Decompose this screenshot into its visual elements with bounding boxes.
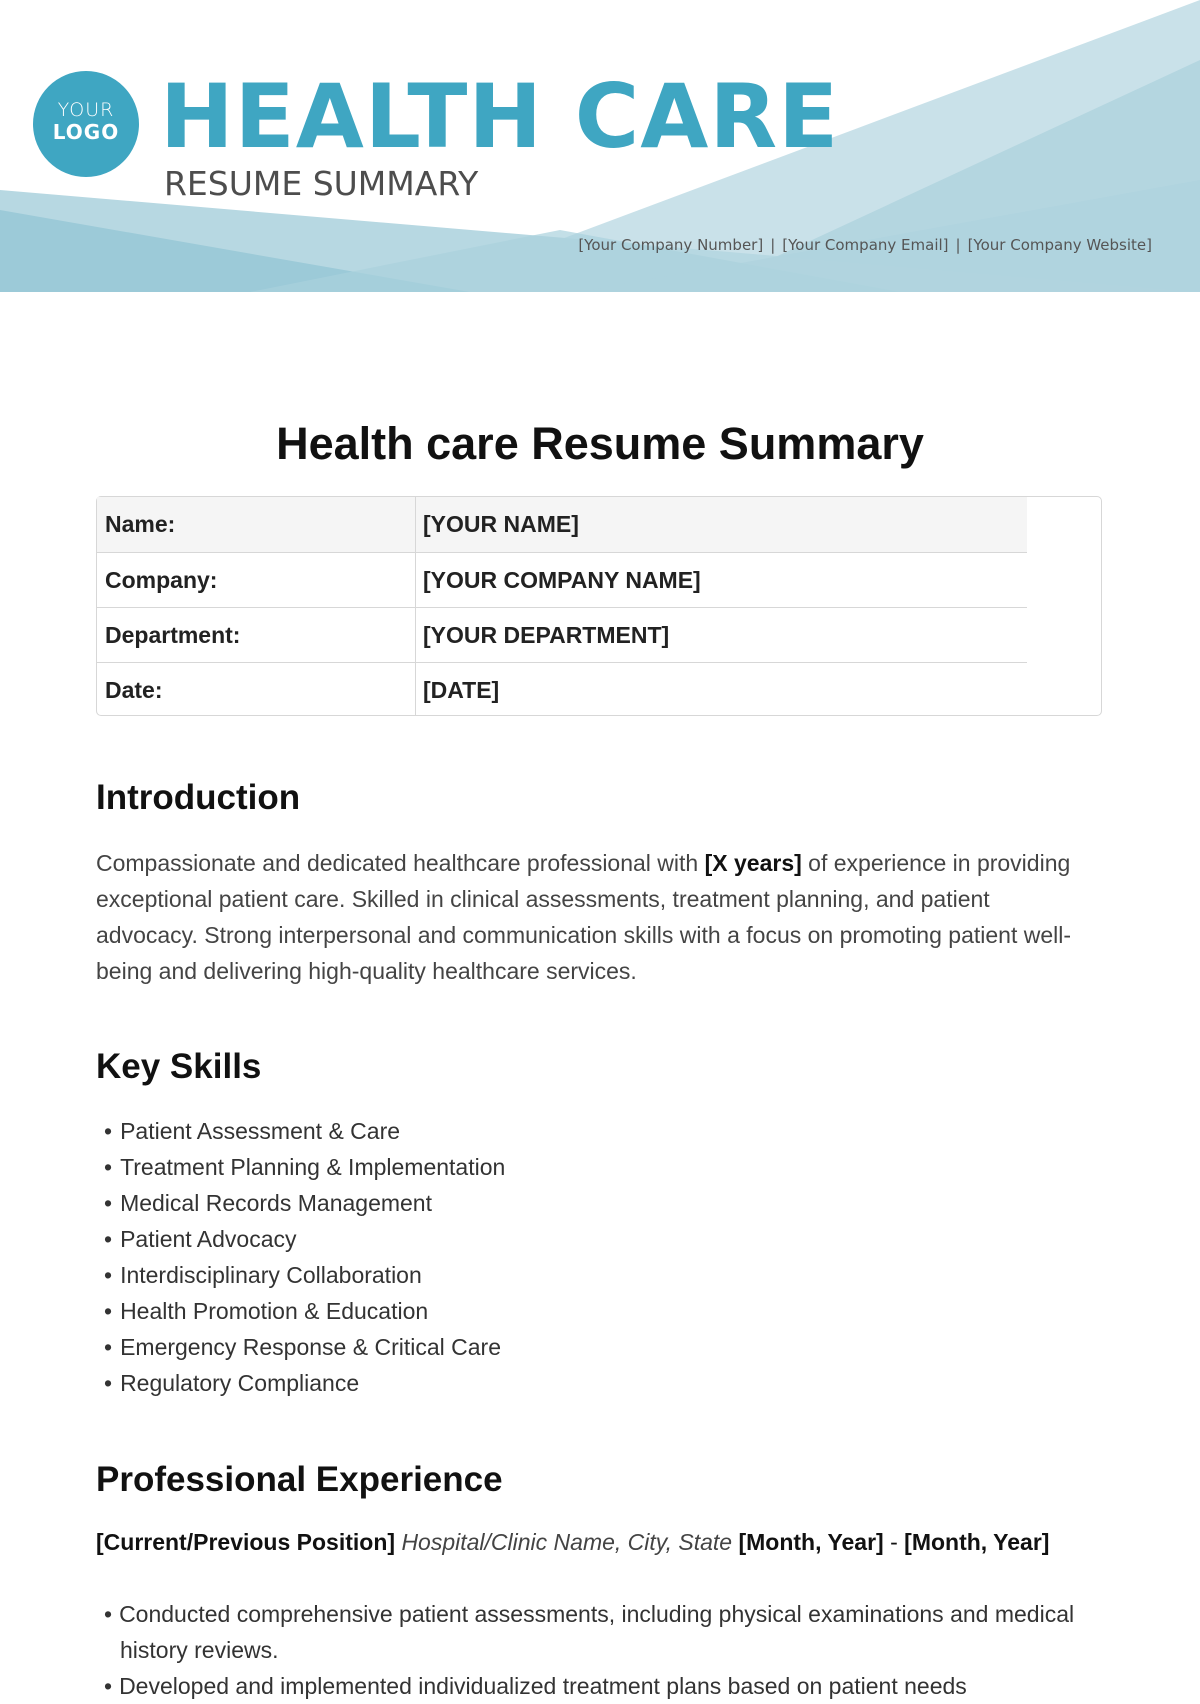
start-date: [Month, Year] xyxy=(738,1529,884,1555)
brand-subtitle: RESUME SUMMARY xyxy=(164,164,479,203)
list-item: • Treatment Planning & Implementation xyxy=(104,1149,505,1185)
position-line xyxy=(96,1524,1096,1560)
company-label: Company: xyxy=(105,567,218,593)
table-row xyxy=(97,497,1027,552)
intro-text-end: of experience in providing exceptional patient care. Skilled in clinical assessments, treatment planning, and patient advocacy. Strong interpersonal and communication skills with a focus on promoting patient well-being and delivering high-quality healthcare services. xyxy=(96,850,1072,984)
table-row xyxy=(97,552,1027,608)
list-item: • Medical Records Management xyxy=(104,1185,505,1221)
date-value: [DATE] xyxy=(423,677,500,703)
document-title: Health care Resume Summary xyxy=(276,418,924,469)
table-column-divider xyxy=(415,497,416,715)
list-item: • Developed and implemented individualized treatment plans based on patient needs xyxy=(104,1668,1084,1704)
date-label: Date: xyxy=(105,677,163,703)
professional-experience-heading: Professional Experience xyxy=(96,1460,503,1499)
position-title: [Current/Previous Position] xyxy=(96,1529,396,1555)
years-placeholder: [X years] xyxy=(704,850,802,876)
brand-title: HEALTH CARE xyxy=(160,65,840,168)
department-value: [YOUR DEPARTMENT] xyxy=(423,622,670,648)
list-item: • Emergency Response & Critical Care xyxy=(104,1329,505,1365)
contact-separator: | xyxy=(770,236,776,254)
info-table xyxy=(96,496,1102,716)
list-item: • Health Promotion & Education xyxy=(104,1293,505,1329)
experience-list xyxy=(104,1596,1084,1704)
date-dash: - xyxy=(883,1529,905,1555)
company-website: [Your Company Website] xyxy=(967,236,1152,254)
list-item: • Interdisciplinary Collaboration xyxy=(104,1257,505,1293)
header-banner xyxy=(0,0,1200,292)
list-item: • Regulatory Compliance xyxy=(104,1365,505,1401)
name-value: [YOUR NAME] xyxy=(423,511,579,537)
employer-location: Hospital/Clinic Name, City, State xyxy=(401,1529,733,1555)
table-row xyxy=(97,662,1027,718)
list-item: • Patient Advocacy xyxy=(104,1221,505,1257)
logo-line-2: LOGO xyxy=(52,120,120,144)
contact-separator: | xyxy=(955,236,961,254)
introduction-text xyxy=(96,845,1086,989)
logo-line-1: YOUR xyxy=(57,99,115,121)
key-skills-heading: Key Skills xyxy=(96,1047,262,1086)
company-number: [Your Company Number] xyxy=(578,236,764,254)
company-email: [Your Company Email] xyxy=(782,236,949,254)
name-label: Name: xyxy=(105,511,176,537)
department-label: Department: xyxy=(105,622,241,648)
key-skills-list xyxy=(104,1113,505,1401)
company-contacts xyxy=(578,236,1152,254)
company-logo xyxy=(33,71,139,177)
end-date: [Month, Year] xyxy=(904,1529,1050,1555)
list-item: • Conducted comprehensive patient assessments, including physical examinations and medical history reviews. xyxy=(104,1596,1084,1668)
intro-text-start: Compassionate and dedicated healthcare professional with xyxy=(96,850,705,876)
table-row xyxy=(97,607,1027,663)
company-value: [YOUR COMPANY NAME] xyxy=(423,567,701,593)
list-item: • Patient Assessment & Care xyxy=(104,1113,505,1149)
introduction-heading: Introduction xyxy=(96,778,301,817)
